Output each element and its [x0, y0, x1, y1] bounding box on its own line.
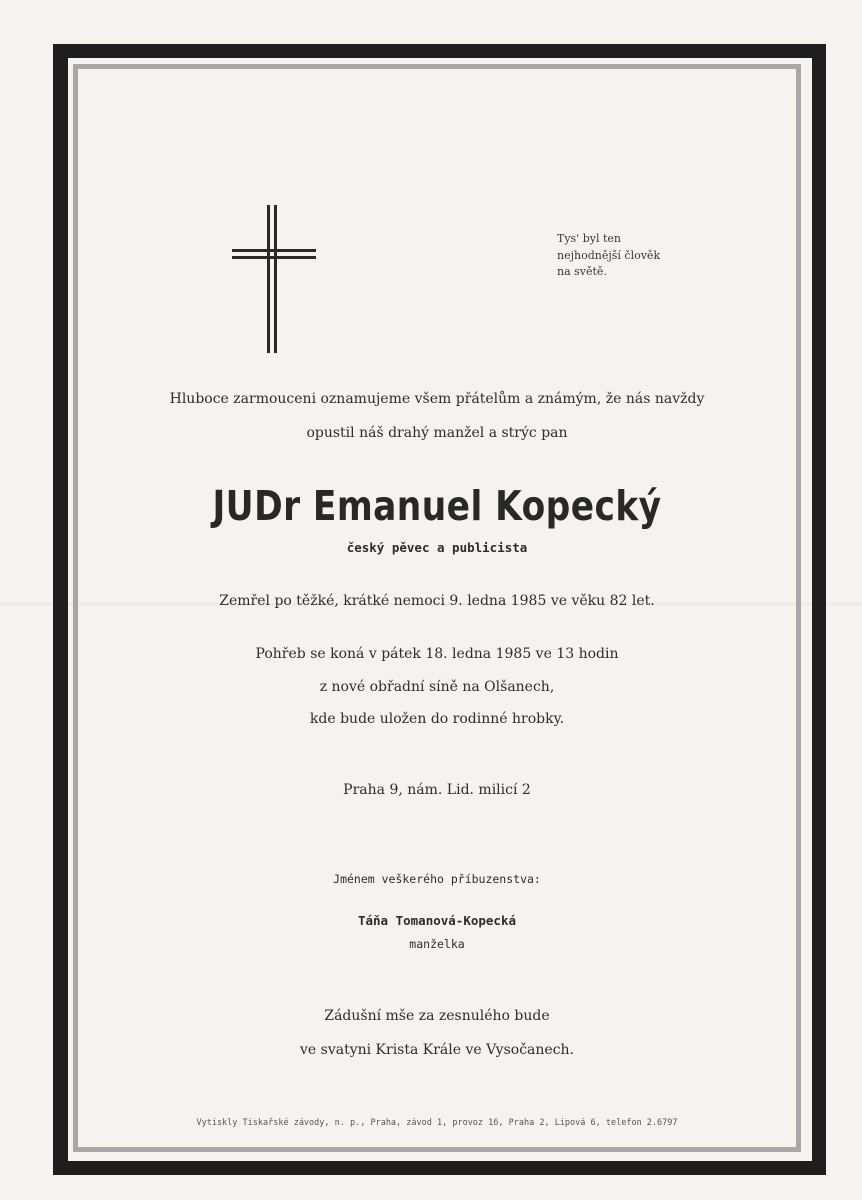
signer-relation: manželka — [409, 937, 465, 951]
funeral-line-3: kde bude uložen do rodinné hrobky. — [309, 711, 565, 727]
deceased-name: JUDr Emanuel Kopecký — [212, 482, 662, 530]
printer-imprint: Vytiskly Tiskařské závody, n. p., Praha, závod 1, provoz 16, Praha 2, Lipová 6, telefon 2.6797 — [196, 1118, 678, 1128]
mass-line-1: Zádušní mše za zesnulého bude — [324, 1008, 550, 1024]
death-notice: Zemřel po těžké, krátké nemoci 9. ledna 1985 ve věku 82 let. — [219, 593, 655, 609]
epitaph-quote: Tys' byl ten nejhodnější člověk na světě. — [557, 232, 661, 278]
family-address: Praha 9, nám. Lid. milicí 2 — [343, 782, 531, 798]
family-intro: Jménem veškerého příbuzenstva: — [333, 872, 541, 886]
signer-name: Táňa Tomanová-Kopecká — [357, 913, 517, 928]
double-line-cross-icon — [230, 205, 318, 355]
deceased-description: český pěvec a publicista — [346, 540, 528, 555]
mass-line-2: ve svatyni Krista Krále ve Vysočanech. — [299, 1042, 575, 1058]
funeral-line-1: Pohřeb se koná v pátek 18. ledna 1985 ve 13 hodin — [255, 646, 619, 662]
announcement-line-1: Hluboce zarmouceni oznamujeme všem přátelům a známým, že nás navždy — [169, 391, 705, 407]
announcement-line-2: opustil náš drahý manžel a strýc pan — [306, 425, 568, 441]
funeral-line-2: z nové obřadní síně na Olšanech, — [319, 679, 555, 695]
